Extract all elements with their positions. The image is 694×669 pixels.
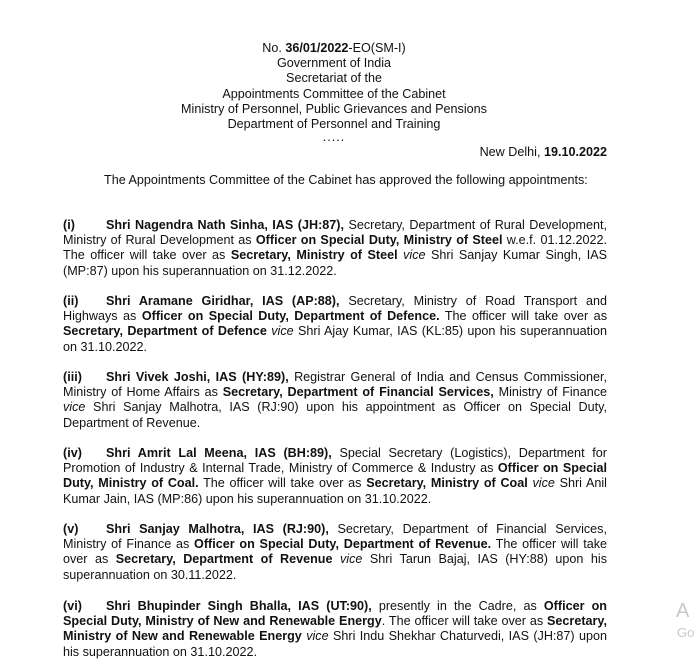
body-text: Ministry of Finance — [493, 385, 607, 400]
bold-text: Shri Aramane Giridhar, IAS (AP:88), — [106, 294, 340, 308]
header-separator: ..... — [322, 130, 346, 145]
italic-text: vice — [340, 552, 363, 567]
bold-text: Officer on Special Duty, Ministry of Steel — [255, 233, 503, 248]
header-line-secretariat: Secretariat of the — [286, 71, 382, 86]
appointment-paragraph — [63, 218, 607, 279]
bold-text: Shri Nagendra Nath Sinha, IAS (JH:87), — [106, 218, 344, 232]
italic-text: vice — [532, 476, 555, 491]
body-text: . The officer will take over as — [381, 614, 548, 629]
header-line-ministry: Ministry of Personnel, Public Grievances and Pensions — [181, 101, 487, 116]
bold-text: Officer on Special Duty, Department of Defence. — [141, 309, 440, 324]
appointment-number: (i) — [63, 218, 75, 232]
body-text: Shri Tarun Bajaj, IAS (HY:88) upon his superannuation on 30.11.2022. — [63, 552, 607, 582]
order-number: 36/01/2022 — [285, 41, 349, 55]
dateline-date: 19.10.2022 — [543, 145, 607, 159]
appointment-paragraph — [63, 370, 607, 431]
appointment-number: (v) — [63, 522, 79, 536]
appointment-paragraph — [63, 522, 607, 583]
appointment-paragraph — [63, 446, 607, 507]
bold-text: Shri Bhupinder Singh Bhalla, IAS (UT:90), — [106, 599, 372, 613]
body-text — [333, 552, 340, 566]
italic-text: vice — [403, 248, 426, 263]
body-text: The officer will take over as — [63, 537, 608, 567]
appointment-paragraph — [63, 599, 607, 660]
bold-text: Secretary, Department of Financial Services, — [222, 385, 494, 400]
bold-text: Shri Vivek Joshi, IAS (HY:89), — [106, 370, 289, 384]
body-text: presently in the Cadre, as — [371, 599, 544, 613]
appointment-number: (vi) — [63, 599, 82, 613]
italic-text: vice — [63, 400, 86, 415]
edge-fragment: Go — [677, 625, 694, 640]
body-text: Shri Anil Kumar Jain, IAS (MP:86) upon his superannuation on 31.10.2022. — [63, 476, 607, 506]
bold-text: Shri Sanjay Malhotra, IAS (RJ:90), — [106, 522, 329, 536]
italic-text: vice — [271, 324, 294, 339]
header-line-committee: Appointments Committee of the Cabinet — [222, 86, 446, 101]
appointment-paragraph — [63, 294, 607, 355]
body-text: Shri Ajay Kumar, IAS (KL:85) upon his superannuation on 31.10.2022. — [63, 324, 607, 354]
header-line-department: Department of Personnel and Training — [227, 117, 441, 132]
edge-fragment: A — [676, 600, 690, 622]
bold-text: Secretary, Ministry of New and Renewable Energy — [63, 614, 607, 644]
order-number-line — [0, 41, 668, 56]
body-text: Special Secretary (Logistics), Department for Promotion of Industry & Internal Trade, Ministry of Commerce & Industry as — [63, 446, 607, 476]
body-text: Shri Indu Shekhar Chaturvedi, IAS (JH:87) upon his superannuation on 31.10.2022. — [63, 629, 608, 659]
bold-text: Secretary, Department of Defence — [63, 324, 267, 339]
italic-text: vice — [306, 629, 329, 644]
dateline-place: New Delhi, — [479, 145, 544, 159]
body-text: Secretary, Department of Rural Development, Ministry of Rural Development as — [63, 218, 607, 248]
appointment-number: (iv) — [63, 446, 82, 460]
intro-paragraph — [63, 173, 607, 188]
bold-text: Shri Amrit Lal Meena, IAS (BH:89), — [106, 446, 332, 460]
intro-text: The Appointments Committee of the Cabinet has approved the following appointments: — [104, 173, 588, 187]
order-prefix: No. — [262, 41, 286, 55]
body-text: The officer will take over as — [439, 309, 607, 324]
body-text: Registrar General of India and Census Commissioner, Ministry of Home Affairs as — [63, 370, 607, 400]
order-suffix: -EO(SM-I) — [348, 41, 406, 55]
bold-text: Officer on Special Duty, Ministry of Coal. — [63, 461, 607, 491]
appointment-number: (iii) — [63, 370, 82, 384]
bold-text: Officer on Special Duty, Ministry of New and Renewable Energy — [63, 599, 607, 629]
body-text: Secretary, Department of Financial Services, Ministry of Finance as — [63, 522, 607, 552]
body-text: The officer will take over as — [198, 476, 367, 491]
body-text: w.e.f. 01.12.2022. The officer will take over as — [63, 233, 607, 263]
document-header — [0, 41, 668, 145]
bold-text: Secretary, Department of Revenue — [115, 552, 333, 567]
header-line-government: Government of India — [276, 56, 392, 71]
body-text: Shri Sanjay Malhotra, IAS (RJ:90) upon his appointment as Officer on Special Duty, Department of Revenue. — [63, 400, 607, 430]
bold-text: Secretary, Ministry of Steel — [230, 248, 398, 263]
dateline — [380, 145, 607, 160]
body-text: Shri Sanjay Kumar Singh, IAS (MP:87) upon his superannuation on 31.12.2022. — [63, 248, 608, 278]
bold-text: Officer on Special Duty, Department of Revenue. — [194, 537, 492, 552]
appointment-number: (ii) — [63, 294, 79, 308]
body-text: Secretary, Ministry of Road Transport and Highways as — [63, 294, 607, 324]
bold-text: Secretary, Ministry of Coal — [366, 476, 528, 491]
